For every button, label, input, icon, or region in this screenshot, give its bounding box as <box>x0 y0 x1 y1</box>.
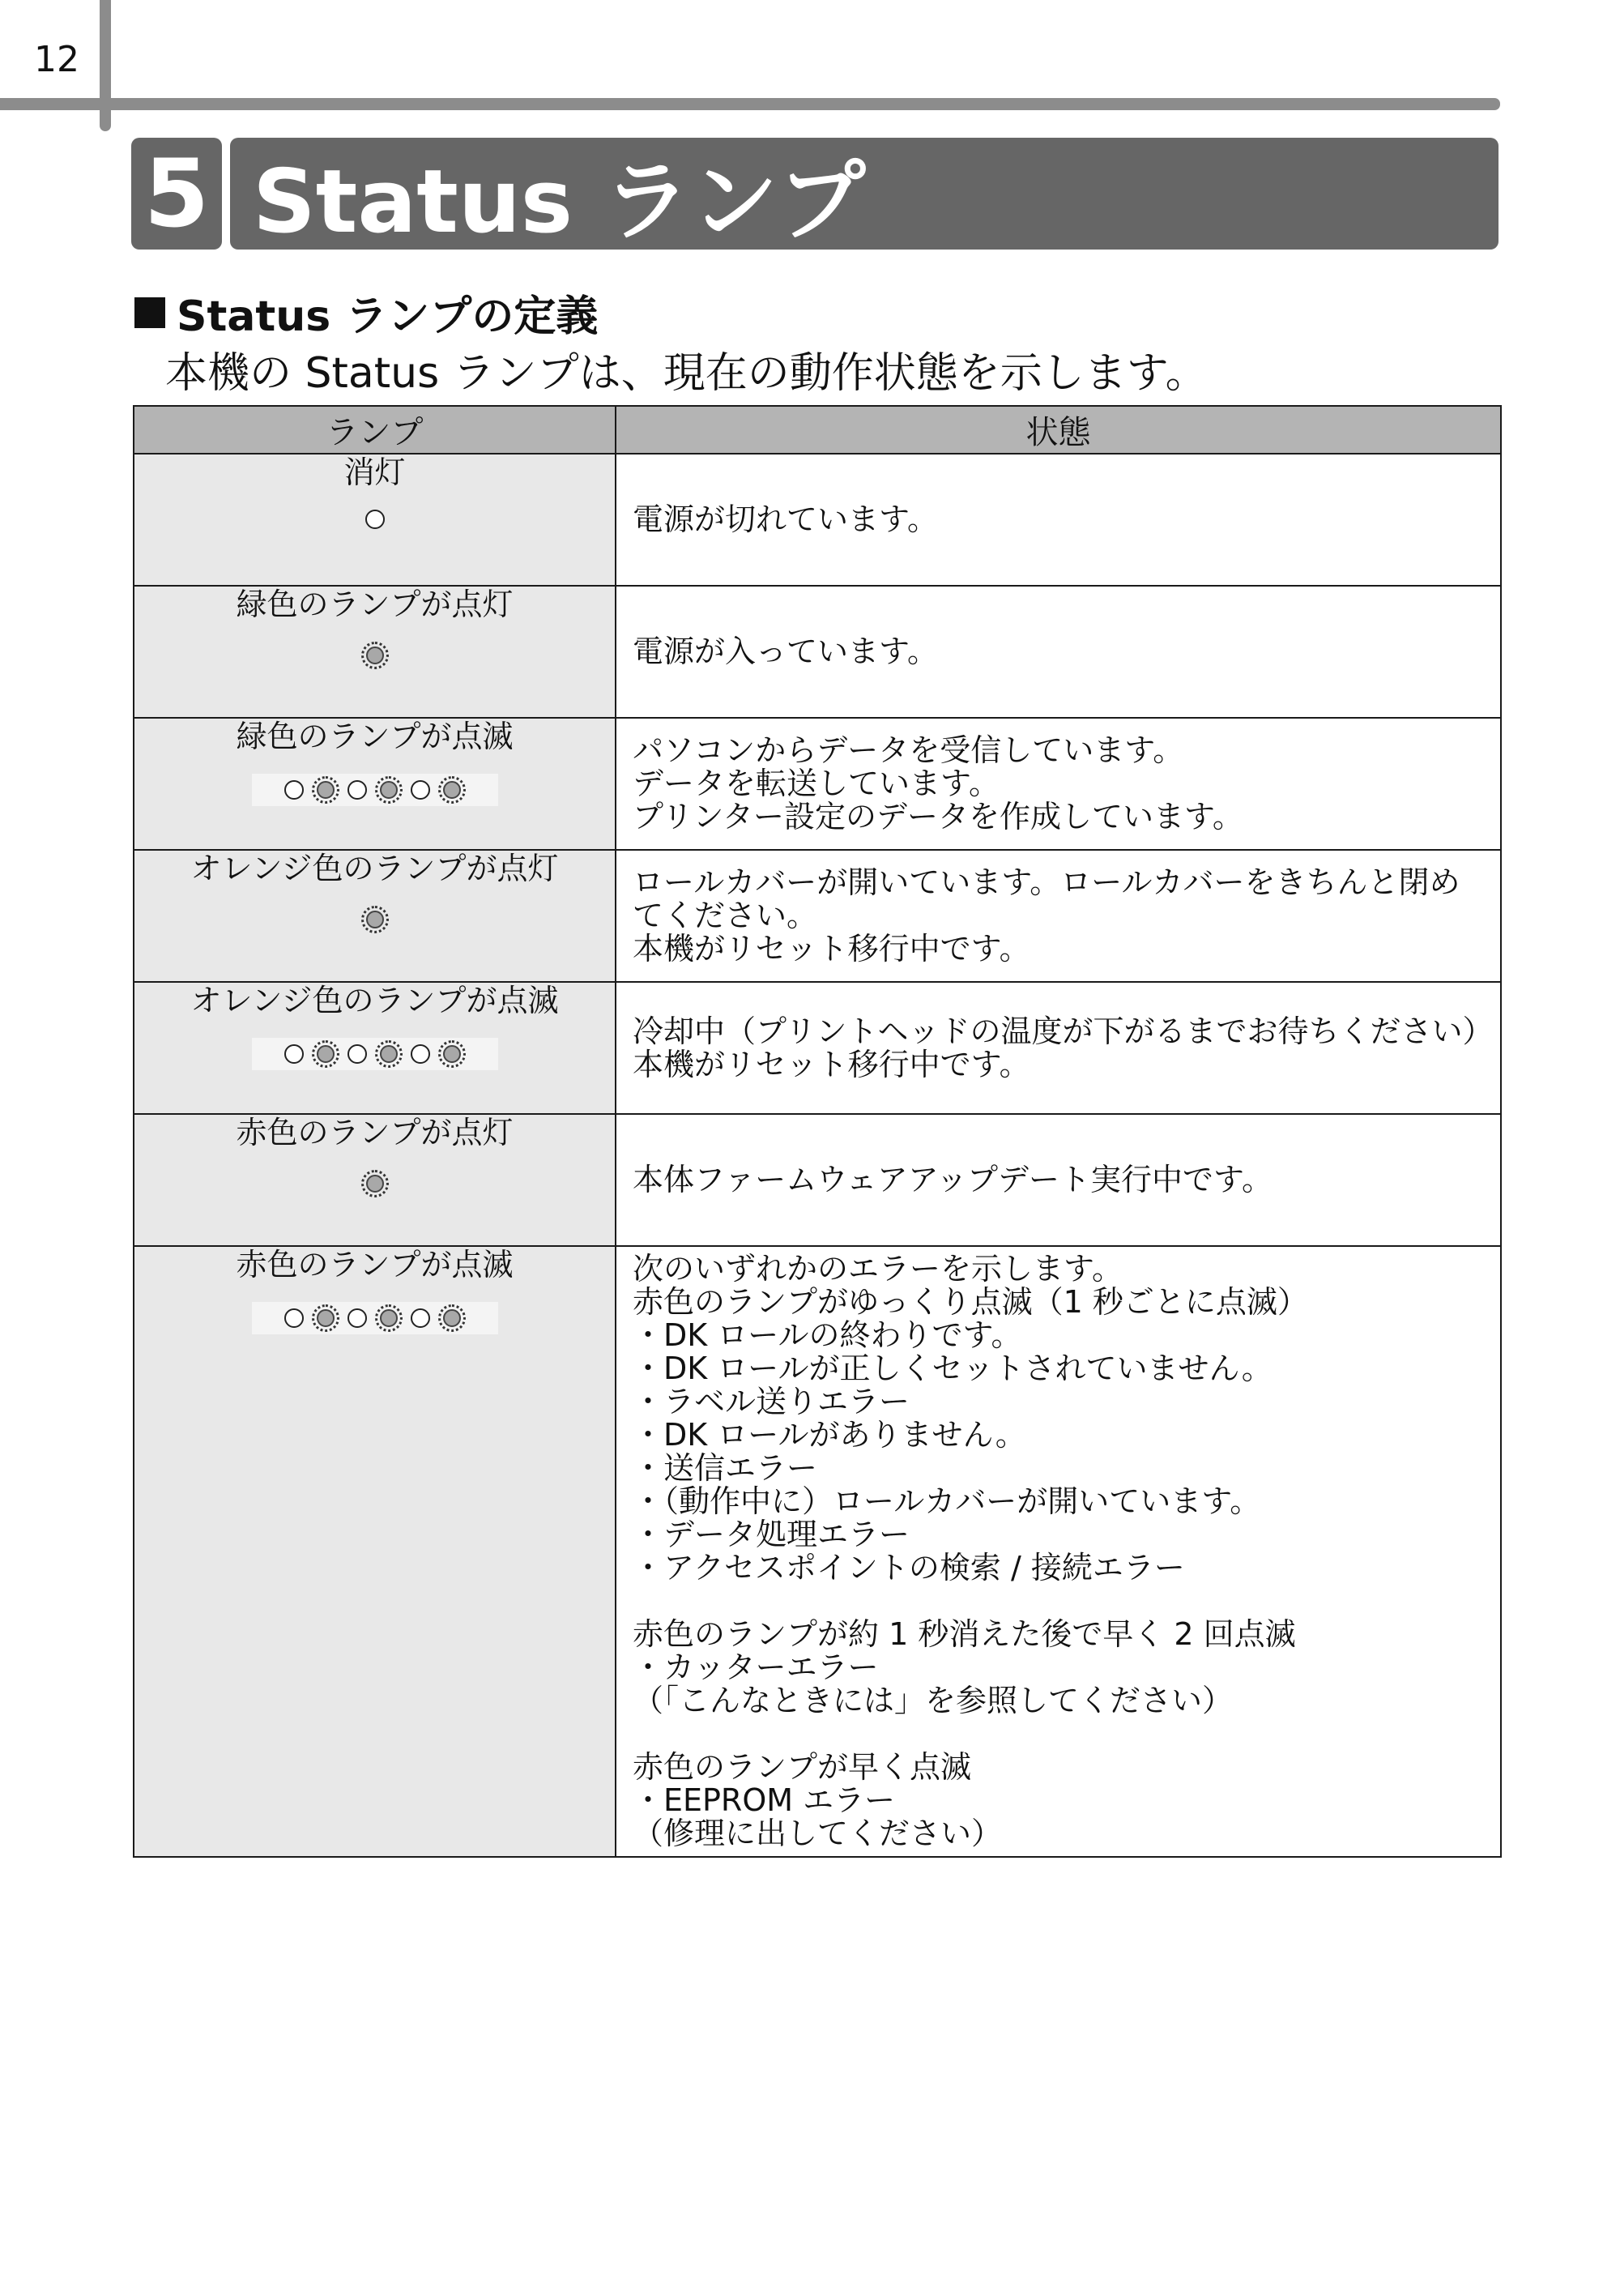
status-line: 赤色のランプが早く点滅 <box>633 1749 972 1785</box>
chapter-number: 5 <box>131 138 222 250</box>
lamp-indicator-group <box>361 1170 389 1197</box>
lamp-lit-icon <box>375 1304 403 1332</box>
lamp-cell <box>134 1246 616 1857</box>
lamp-label: オレンジ色のランプが点滅 <box>190 983 559 1018</box>
lamp-lit-icon <box>375 1040 403 1068</box>
lamp-lit-icon <box>361 642 389 669</box>
status-line: プリンター設定のデータを作成しています。 <box>633 799 1243 834</box>
status-cell <box>616 1114 1501 1246</box>
status-line: 本機がリセット移行中です。 <box>633 1046 1030 1082</box>
lamp-lit-icon <box>375 776 403 804</box>
status-line: ・DK ロールが正しくセットされていません。 <box>633 1351 1273 1386</box>
status-line: 電源が入っています。 <box>633 634 938 669</box>
lamp-lit-icon <box>438 1040 466 1068</box>
status-line: ・DK ロールがありません。 <box>633 1417 1026 1453</box>
lamp-off-icon <box>347 780 367 800</box>
lamp-off-icon <box>411 780 430 800</box>
header-vertical-rule <box>100 0 111 131</box>
lamp-cell <box>134 982 616 1114</box>
table-row <box>134 718 1501 850</box>
status-line: パソコンからデータを受信しています。 <box>633 732 1184 768</box>
status-line <box>633 1585 1484 1618</box>
table-row <box>134 1246 1501 1857</box>
lamp-lit-icon <box>312 776 339 804</box>
status-line: 冷却中（プリントヘッドの温度が下がるまでお待ちください） <box>633 1013 1494 1049</box>
lamp-label: 消灯 <box>343 455 406 490</box>
lamp-cell <box>134 718 616 850</box>
lamp-off-icon <box>365 510 385 529</box>
status-line: 赤色のランプがゆっくり点滅（1 秒ごとに点滅） <box>633 1284 1308 1320</box>
status-line: ・送信エラー <box>633 1450 818 1486</box>
status-line: （「こんなときには」を参照してください） <box>633 1683 1234 1718</box>
lamp-lit-icon <box>312 1304 339 1332</box>
lamp-off-icon <box>284 1308 304 1328</box>
table-header-row <box>134 406 1501 454</box>
header-status: 状態 <box>616 406 1501 454</box>
lamp-lit-icon <box>438 1304 466 1332</box>
status-line: ・（動作中に）ロールカバーが開いています。 <box>633 1483 1261 1519</box>
lamp-indicator-group <box>252 774 498 806</box>
chapter-title: Status ランプ <box>253 151 866 253</box>
status-cell <box>616 454 1501 586</box>
lamp-indicator-group <box>252 1038 498 1070</box>
lamp-off-icon <box>347 1308 367 1328</box>
lamp-indicator-group <box>361 642 389 669</box>
table-row <box>134 586 1501 718</box>
status-line: ・ラベル送りエラー <box>633 1384 910 1419</box>
lamp-cell <box>134 850 616 982</box>
status-line: てください。 <box>633 898 818 933</box>
status-line: ・EEPROM エラー <box>633 1782 896 1818</box>
lamp-lit-icon <box>438 776 466 804</box>
lamp-indicator-group <box>361 906 389 933</box>
section-lead: 本機の Status ランプは、現在の動作状態を示します。 <box>165 349 1208 398</box>
status-cell <box>616 1246 1501 1857</box>
status-line: ロールカバーが開いています。ロールカバーをきちんと閉め <box>633 864 1460 900</box>
lamp-cell <box>134 586 616 718</box>
lamp-off-icon <box>411 1308 430 1328</box>
header-horizontal-rule <box>0 98 1500 110</box>
lamp-cell <box>134 1114 616 1246</box>
table-row <box>134 982 1501 1114</box>
section-heading <box>134 282 598 343</box>
page-number: 12 <box>34 39 79 80</box>
status-line: ・データ処理エラー <box>633 1517 910 1552</box>
table-row <box>134 1114 1501 1246</box>
lamp-indicator-group <box>365 510 385 529</box>
lamp-label: 赤色のランプが点滅 <box>236 1247 514 1282</box>
lamp-label: 緑色のランプが点滅 <box>236 719 514 754</box>
status-line: 赤色のランプが約 1 秒消えた後で早く 2 回点滅 <box>633 1616 1296 1652</box>
status-line: ・DK ロールの終わりです。 <box>633 1317 1022 1353</box>
lamp-off-icon <box>411 1044 430 1064</box>
status-line: データを転送しています。 <box>633 766 1000 801</box>
lamp-lit-icon <box>361 906 389 933</box>
section-heading-text: Status ランプの定義 <box>177 292 599 341</box>
lamp-indicator-group <box>252 1302 498 1334</box>
status-cell <box>616 982 1501 1114</box>
status-line: 本体ファームウェアアップデート実行中です。 <box>633 1162 1273 1197</box>
lamp-label: 緑色のランプが点灯 <box>236 587 514 622</box>
status-line: （修理に出してください） <box>633 1816 1003 1851</box>
header-lamp: ランプ <box>134 406 616 454</box>
lamp-lit-icon <box>312 1040 339 1068</box>
lamp-off-icon <box>284 780 304 800</box>
lamp-label: オレンジ色のランプが点灯 <box>190 851 559 886</box>
lamp-label: 赤色のランプが点灯 <box>236 1115 514 1150</box>
status-line: 次のいずれかのエラーを示します。 <box>633 1251 1123 1287</box>
lamp-cell <box>134 454 616 586</box>
status-line: ・カッターエラー <box>633 1649 879 1685</box>
lamp-off-icon <box>284 1044 304 1064</box>
square-bullet-icon <box>134 297 165 328</box>
status-cell <box>616 718 1501 850</box>
lamp-lit-icon <box>361 1170 389 1197</box>
chapter-title-bar <box>230 138 1498 253</box>
status-line: ・アクセスポイントの検索 / 接続エラー <box>633 1550 1185 1585</box>
status-line <box>633 1718 1484 1751</box>
status-cell <box>616 586 1501 718</box>
lamp-off-icon <box>347 1044 367 1064</box>
table-row <box>134 454 1501 586</box>
table-row <box>134 850 1501 982</box>
status-line: 電源が切れています。 <box>633 501 938 537</box>
status-lamp-table <box>133 405 1502 1858</box>
status-line: 本機がリセット移行中です。 <box>633 931 1030 967</box>
status-cell <box>616 850 1501 982</box>
